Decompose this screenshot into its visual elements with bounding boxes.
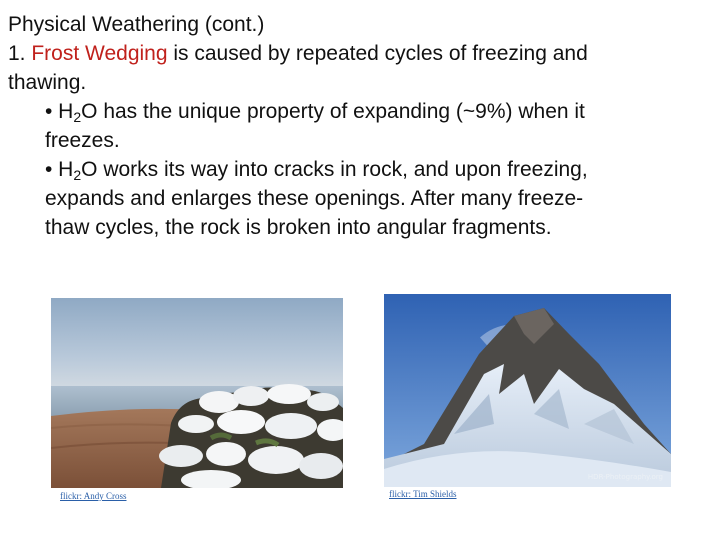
bullet-1-line-2: freezes. — [45, 129, 120, 152]
bullet-2-line-2: expands and enlarges these openings. After many freeze- — [45, 187, 584, 210]
bullet-2-line-1 — [8, 155, 708, 184]
photo-watermark: HDR-Photography.org — [587, 473, 663, 481]
bullet-1-marker: • H — [45, 100, 74, 123]
bullet-1-line-1 — [8, 97, 708, 126]
photo-credit-link[interactable]: flickr: Tim Shields — [389, 489, 457, 499]
point-number: 1. — [8, 42, 32, 65]
snowy-mountain-photo — [384, 294, 671, 487]
point-1-line-2: thawing. — [8, 71, 87, 94]
bullet-2-text: O works its way into cracks in rock, and upon freezing, — [81, 158, 588, 181]
slide-title: Physical Weathering (cont.) — [8, 13, 265, 36]
frost-wedging-term: Frost Wedging — [31, 42, 168, 65]
point-1-line-1 — [8, 39, 708, 68]
snowy-boulders-photo — [51, 298, 343, 488]
bullet-2-marker: • H — [45, 158, 74, 181]
point-1-text: is caused by repeated cycles of freezing and — [167, 42, 588, 65]
bullet-1-subscript: 2 — [73, 109, 82, 125]
bullet-2-line-3: thaw cycles, the rock is broken into angular fragments. — [45, 216, 552, 239]
bullet-2-subscript: 2 — [73, 167, 82, 183]
slide-body — [8, 10, 708, 242]
photo-credit-link[interactable]: flickr: Andy Cross — [60, 491, 127, 501]
bullet-1-text: O has the unique property of expanding (~9%) when it — [81, 100, 585, 123]
